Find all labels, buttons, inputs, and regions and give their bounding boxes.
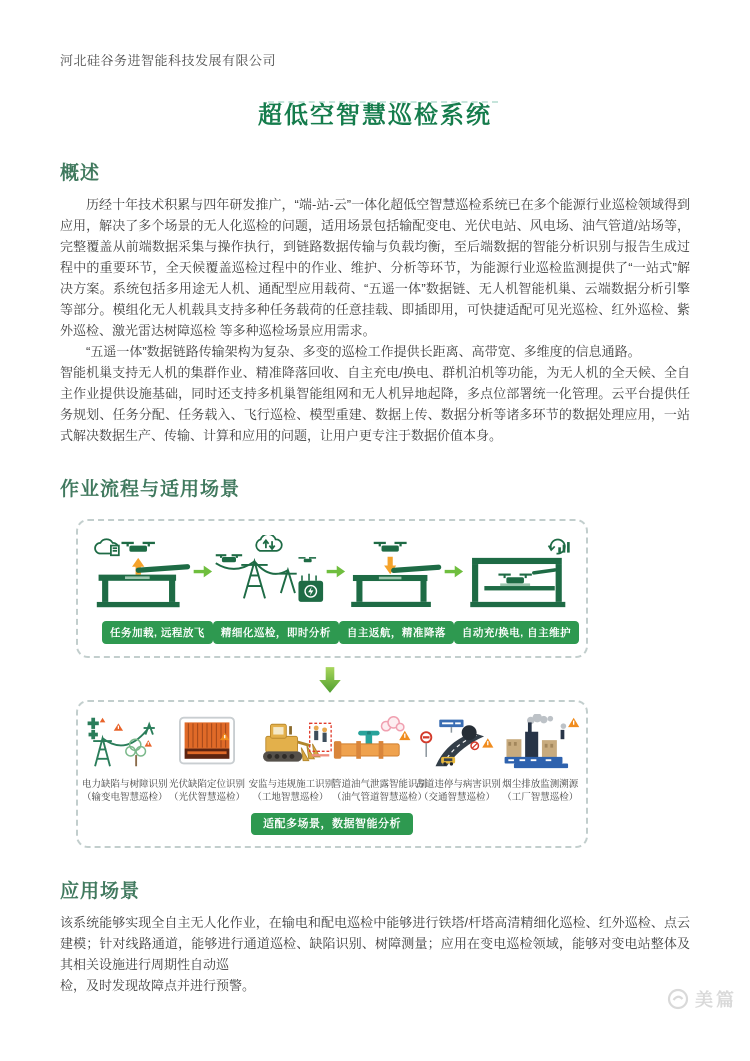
workflow-heading: 作业流程与适用场景 xyxy=(60,479,241,500)
application-paragraph-2: 检，及时发现故障点并进行预警。 xyxy=(60,978,256,993)
flow-arrow-icon xyxy=(443,564,465,579)
application-heading: 应用场景 xyxy=(60,881,141,902)
scenario-label: 烟尘排放监测溯源 （工厂智慧巡检） xyxy=(502,779,579,803)
powerline-icon xyxy=(82,714,166,770)
factory-smoke-icon xyxy=(499,714,583,770)
workflow-step-labels xyxy=(88,621,576,644)
watermark-brand: 美篇 xyxy=(695,990,737,1010)
drone-takeoff-icon xyxy=(88,535,192,609)
application-paragraph-1: 该系统能够实现全自主无人化作业，在输电和配电巡检中能够进行铁塔/杆塔高清精细化巡检、红外巡检、点云建模；针对线路通道，能够进行通道巡检、缺陷识别、树障测量；应用在变电巡检领域，能够对变电站整体及其相关设施进行周期性自动巡 xyxy=(60,915,690,972)
workflow-illustrations xyxy=(88,531,576,613)
scenario-diagram xyxy=(76,700,588,848)
pipeline-valve-icon xyxy=(332,714,416,770)
dock-charging-icon xyxy=(465,535,576,609)
step-label-2: 精细化巡检，即时分析 xyxy=(213,621,339,644)
down-arrow-icon xyxy=(318,666,342,694)
scenario-label: 管道油气泄露智能识别 （油气管道智慧巡检） xyxy=(331,779,427,803)
meipian-watermark xyxy=(667,986,737,1012)
overview-paragraph-3: 智能机巢支持无人机的集群作业、精准降落回收、自主充电/换电、群机泊机等功能，为无人机的全天候、全自主作业提供设施基础，同时还支持多机巢智能组网和无人机异地起降，多点位部署统一化管理。云平台提供任务规划、任务分配、任务载入、飞行巡检、模型重建、数据上传、数据分析等诸多环节的数据处理应用，一站式解决数据生产、传输、计算和应用的问题，让用户更专注于数据价值本身。 xyxy=(60,365,690,443)
traffic-road-icon xyxy=(415,714,499,770)
scenario-item-solar xyxy=(165,714,248,804)
step-label-3: 自主返航，精准降落 xyxy=(339,621,454,644)
scenario-label: 光伏缺陷定位识别 （光伏智慧巡检） xyxy=(168,779,245,803)
scenario-label: 占道违停与病害识别 （交通智慧巡检） xyxy=(415,779,501,803)
page-title: 超低空智慧巡检系统 xyxy=(258,102,492,129)
scenario-badge-row xyxy=(82,814,582,832)
scenario-label: 电力缺陷与树障识别 （输变电智慧巡检） xyxy=(82,779,168,803)
scenario-item-factory xyxy=(499,714,582,804)
flow-arrow-icon xyxy=(325,564,347,579)
scenario-item-traffic xyxy=(415,714,501,804)
overview-paragraph-1: 历经十年技术积累与四年研发推广，“端-站-云”一体化超低空智慧巡检系统已在多个能源行业巡检领域得到应用，解决了多个场景的无人化巡检的问题，适用场景包括输配变电、光伏电站、风电场、油气管道/站场等，完整覆盖从前端数据采集与操作执行，到链路数据传输与负载均衡，至后端数据的智能分析识别与报告生成过程中的重要环节，全天候覆盖巡检过程中的作业、维护、分析等环节，为能源行业巡检监测提供了“一站式”解决方案。系统包括多用途无人机、通配型应用载荷、“五遥一体”数据链、无人机智能机巢、云端数据分析引擎等部分。模组化无人机载具支持多种任务载荷的任意挂载、即插即用，可快捷适配可见光巡检、红外巡检、紫外巡检、激光雷达树障巡检 等多种巡检场景应用需求。 xyxy=(60,197,690,338)
flow-arrow-icon xyxy=(192,564,214,579)
scenario-illustrations xyxy=(82,714,582,804)
scenario-item-power xyxy=(82,714,168,804)
step-label-1: 任务加载, 远程放飞 xyxy=(102,621,213,644)
company-name: 河北硅谷务进智能科技发展有限公司 xyxy=(60,53,277,68)
workflow-diagram xyxy=(76,519,588,658)
overview-heading: 概述 xyxy=(60,163,101,184)
thermal-panel-icon xyxy=(165,714,249,770)
scenario-item-pipeline xyxy=(331,714,427,804)
bulldozer-icon xyxy=(249,714,333,770)
scenario-label: 安监与违规施工识别 （工地智慧巡检） xyxy=(248,779,335,803)
overview-paragraph-2: “五遥一体”数据链路传输架构为复杂、多变的巡检工作提供长距离、高带宽、多维度的信息通路。 xyxy=(86,344,641,359)
step-label-4: 自动充/换电, 自主维护 xyxy=(454,621,579,644)
meipian-logo-icon xyxy=(667,988,689,1010)
scenario-item-construction xyxy=(248,714,335,804)
tower-inspection-icon xyxy=(214,535,325,609)
scenario-badge: 适配多场景，数据智能分析 xyxy=(251,813,413,835)
drone-landing-icon xyxy=(346,536,443,609)
header-divider xyxy=(268,101,498,103)
